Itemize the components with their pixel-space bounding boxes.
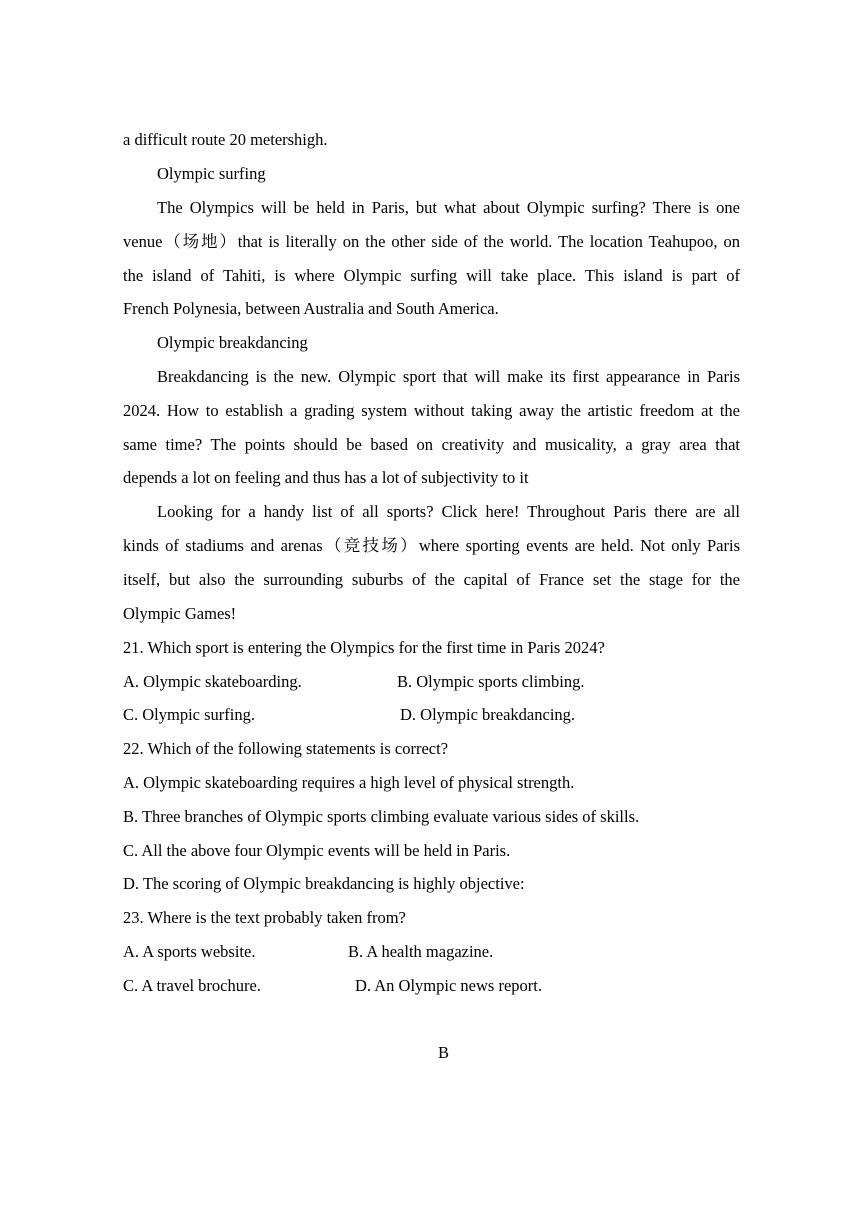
- paragraph-line: the island of Tahiti, is where Olympic surfing will take place. This island is part of: [123, 266, 740, 285]
- paragraph-line: Olympic Games!: [123, 604, 237, 623]
- section-label-b: B: [437, 1043, 449, 1062]
- question-22-option-d: D. The scoring of Olympic breakdancing is highly objective:: [123, 874, 525, 893]
- question-22-option-c: C. All the above four Olympic events will be held in Paris.: [123, 841, 511, 860]
- paragraph-line: Looking for a handy list of all sports? Click here! Throughout Paris there are all: [157, 502, 740, 521]
- section-heading-surfing: Olympic surfing: [157, 164, 266, 183]
- paragraph-line: Breakdancing is the new. Olympic sport that will make its first appearance in Paris: [157, 367, 740, 386]
- section-heading-breakdancing: Olympic breakdancing: [157, 333, 308, 352]
- paragraph-line: French Polynesia, between Australia and South America.: [123, 299, 499, 318]
- question-23-option-a: A. A sports website.: [123, 942, 256, 961]
- paragraph-line: same time? The points should be based on creativity and musicality, a gray area that: [123, 435, 740, 454]
- question-21-option-d: D. Olympic breakdancing.: [400, 705, 576, 724]
- question-22-option-a: A. Olympic skateboarding requires a high level of physical strength.: [123, 773, 575, 792]
- question-23-option-d: D. An Olympic news report.: [355, 976, 542, 995]
- paragraph-line: venue（场地）that is literally on the other side of the world. The location Teahupoo, on: [123, 232, 740, 251]
- question-stem-21: 21. Which sport is entering the Olympics for the first time in Paris 2024?: [123, 638, 605, 657]
- paragraph-line: The Olympics will be held in Paris, but what about Olympic surfing? There is one: [157, 198, 740, 217]
- question-23-option-c: C. A travel brochure.: [123, 976, 261, 995]
- question-stem-22: 22. Which of the following statements is correct?: [123, 739, 449, 758]
- paragraph-line: 2024. How to establish a grading system without taking away the artistic freedom at the: [123, 401, 740, 420]
- question-21-option-a: A. Olympic skateboarding.: [123, 672, 302, 691]
- question-21-option-c: C. Olympic surfing.: [123, 705, 255, 724]
- question-22-option-b: B. Three branches of Olympic sports climbing evaluate various sides of skills.: [123, 807, 640, 826]
- paragraph-line: kinds of stadiums and arenas（竞技场）where sporting events are held. Not only Paris: [123, 536, 740, 555]
- question-21-option-b: B. Olympic sports climbing.: [397, 672, 585, 691]
- paragraph-line: depends a lot on feeling and thus has a lot of subjectivity to it: [123, 468, 529, 487]
- question-23-option-b: B. A health magazine.: [348, 942, 494, 961]
- paragraph-line: itself, but also the surrounding suburbs of the capital of France set the stage for the: [123, 570, 740, 589]
- passage-line: a difficult route 20 metershigh.: [123, 130, 328, 149]
- question-stem-23: 23. Where is the text probably taken from?: [123, 908, 406, 927]
